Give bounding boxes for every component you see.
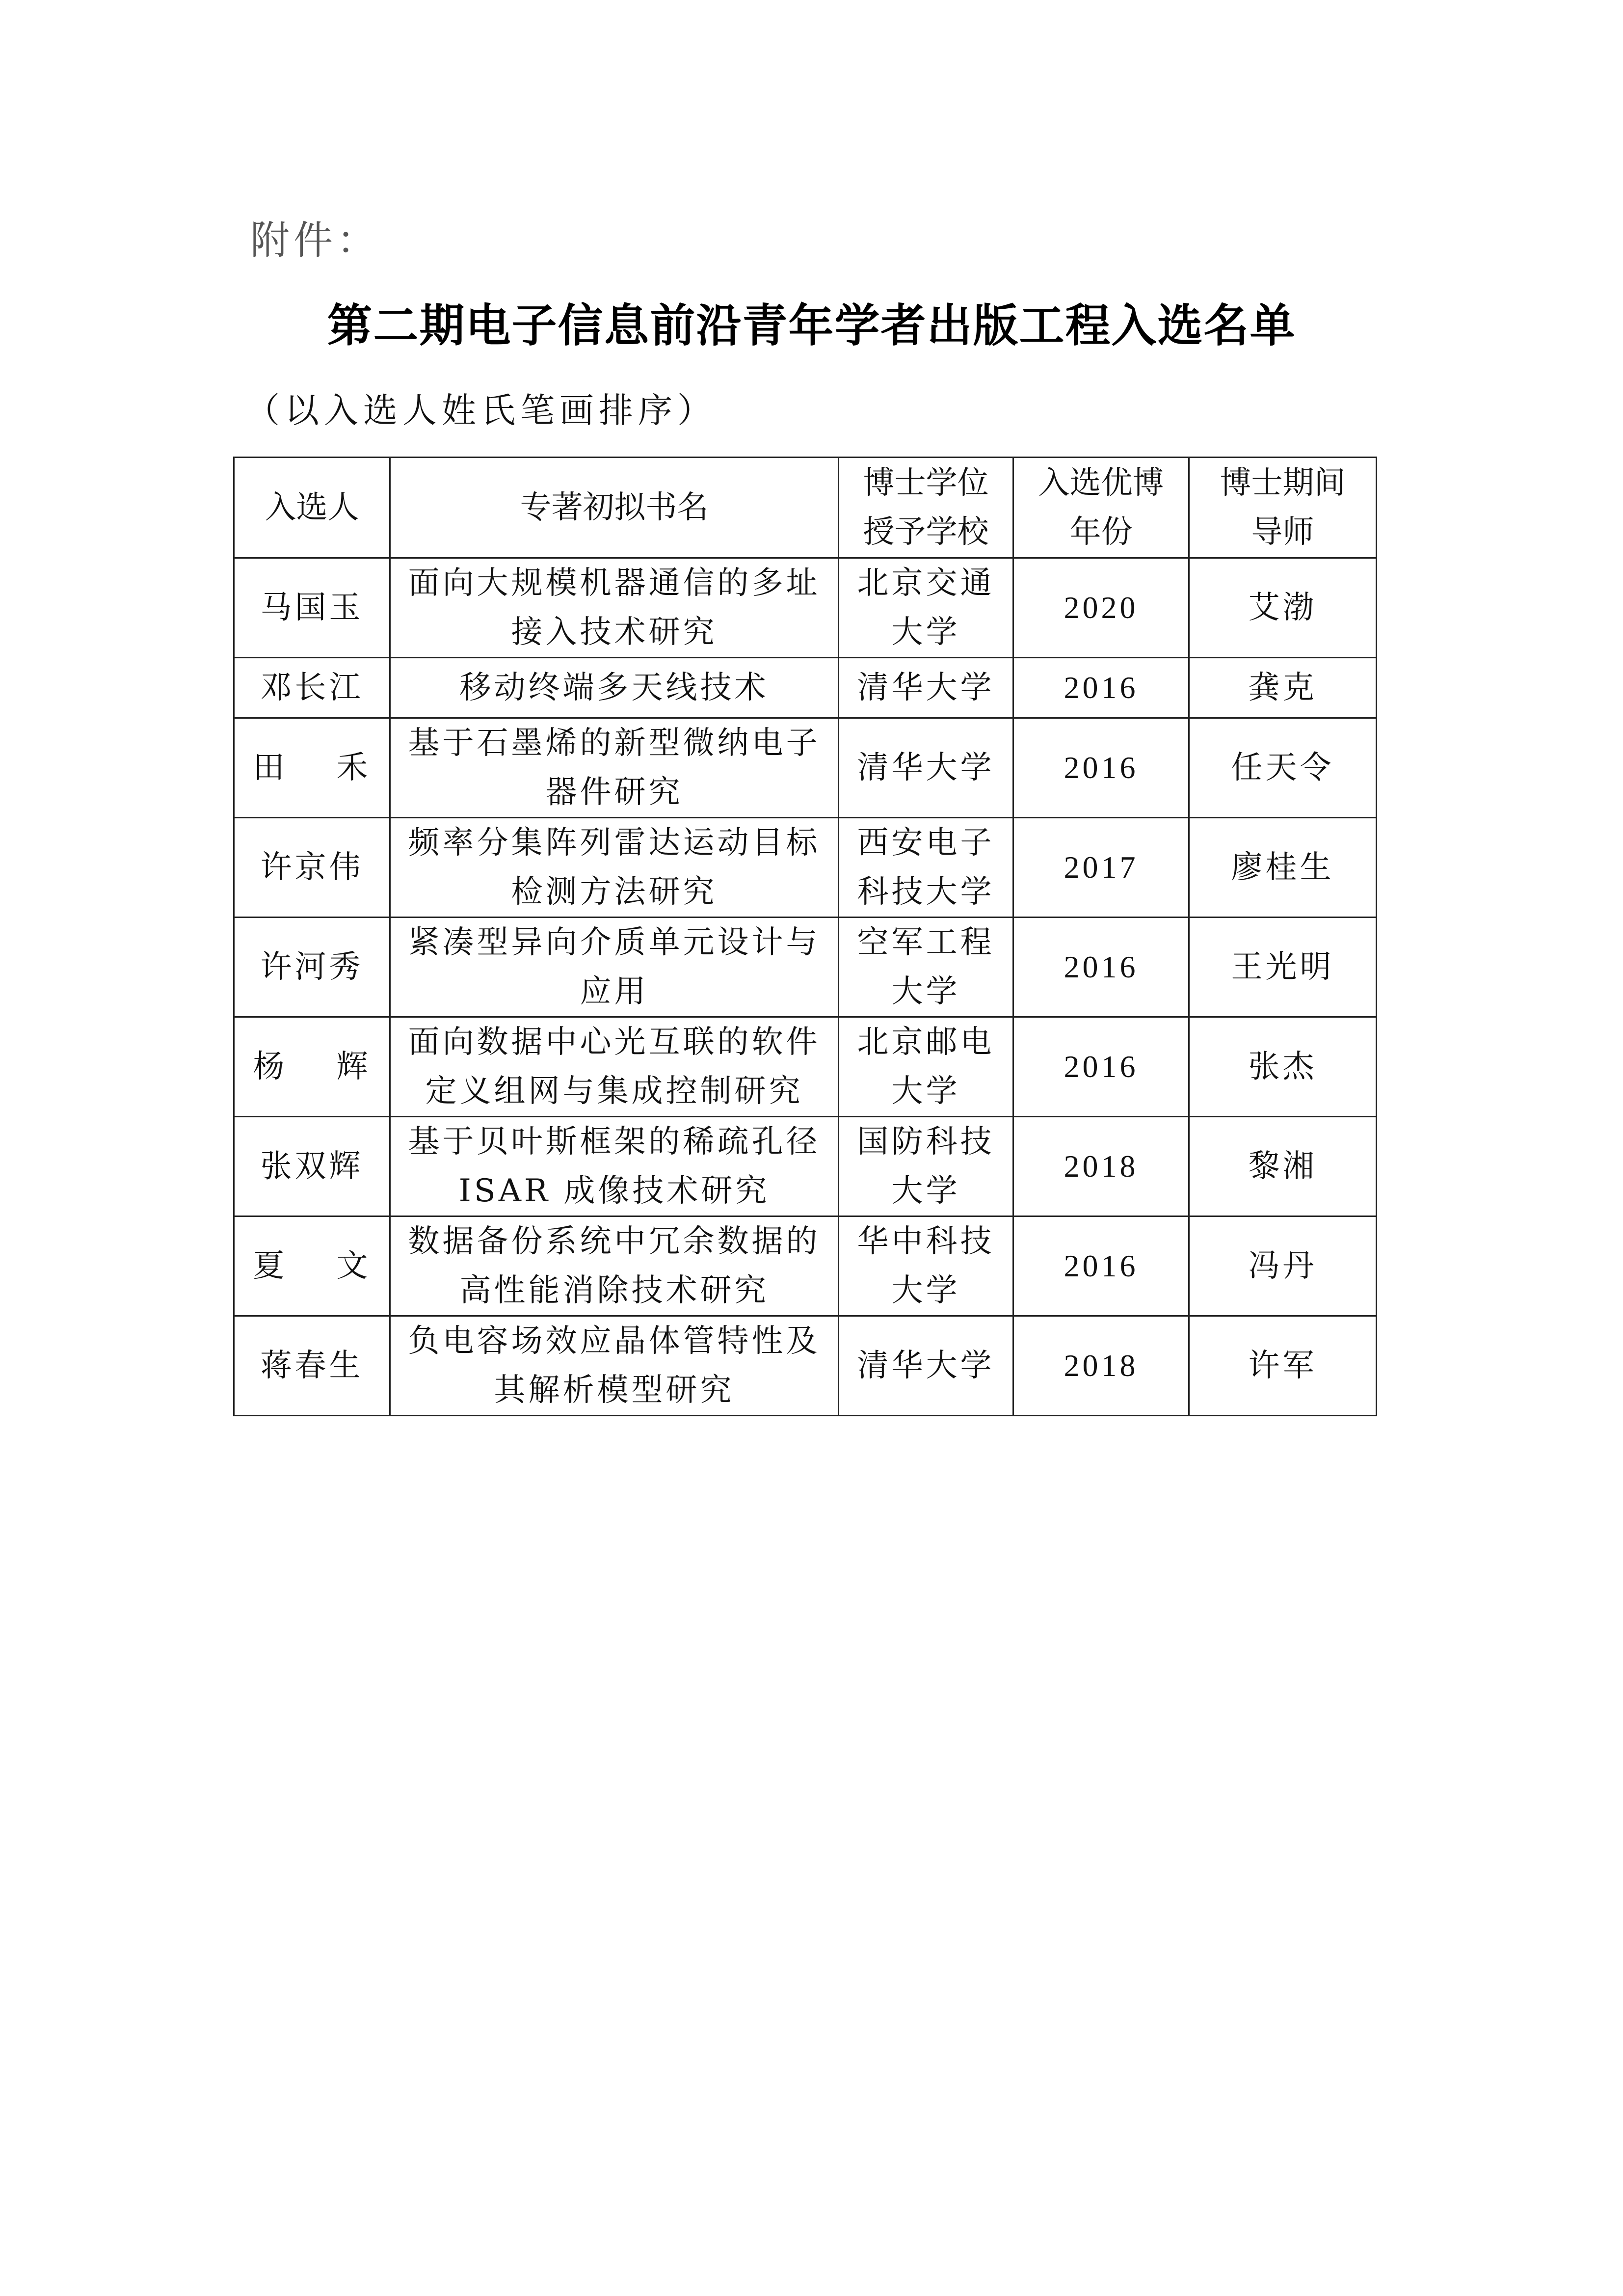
cell-book-title: 面向数据中心光互联的软件 定义组网与集成控制研究 bbox=[390, 1017, 839, 1117]
column-header-nominee: 入选人 bbox=[234, 458, 390, 558]
table-row bbox=[234, 918, 1377, 1017]
cell-nominee: 蒋春生 bbox=[234, 1316, 390, 1416]
selection-table bbox=[233, 457, 1377, 1416]
cell-school: 北京邮电 大学 bbox=[839, 1017, 1013, 1117]
cell-nominee: 夏 文 bbox=[234, 1216, 390, 1316]
cell-nominee: 张双辉 bbox=[234, 1117, 390, 1216]
column-header-degree-school: 博士学位 授予学校 bbox=[839, 458, 1013, 558]
cell-nominee: 杨 辉 bbox=[234, 1017, 390, 1117]
cell-year: 2016 bbox=[1013, 918, 1189, 1017]
cell-year: 2016 bbox=[1013, 718, 1189, 818]
column-header-book-title: 专著初拟书名 bbox=[390, 458, 839, 558]
column-header-award-year: 入选优博 年份 bbox=[1013, 458, 1189, 558]
table-row bbox=[234, 1216, 1377, 1316]
cell-book-title: 频率分集阵列雷达运动目标 检测方法研究 bbox=[390, 818, 839, 918]
attachment-label: 附件： bbox=[250, 217, 380, 263]
page-title: 第二期电子信息前沿青年学者出版工程入选名单 bbox=[327, 299, 1296, 352]
cell-advisor: 任天令 bbox=[1189, 718, 1377, 818]
cell-year: 2016 bbox=[1013, 1017, 1189, 1117]
cell-nominee: 许河秀 bbox=[234, 918, 390, 1017]
cell-school: 清华大学 bbox=[839, 718, 1013, 818]
table-row bbox=[234, 1117, 1377, 1216]
cell-nominee: 马国玉 bbox=[234, 558, 390, 658]
cell-advisor: 廖桂生 bbox=[1189, 818, 1377, 918]
cell-advisor: 黎湘 bbox=[1189, 1117, 1377, 1216]
table-row bbox=[234, 658, 1377, 718]
cell-advisor: 王光明 bbox=[1189, 918, 1377, 1017]
cell-year: 2016 bbox=[1013, 1216, 1189, 1316]
cell-year: 2020 bbox=[1013, 558, 1189, 658]
cell-advisor: 许军 bbox=[1189, 1316, 1377, 1416]
cell-school: 北京交通 大学 bbox=[839, 558, 1013, 658]
cell-advisor: 冯丹 bbox=[1189, 1216, 1377, 1316]
cell-year: 2017 bbox=[1013, 818, 1189, 918]
cell-school: 西安电子 科技大学 bbox=[839, 818, 1013, 918]
cell-school: 空军工程 大学 bbox=[839, 918, 1013, 1017]
cell-nominee: 田 禾 bbox=[234, 718, 390, 818]
cell-year: 2018 bbox=[1013, 1316, 1189, 1416]
cell-book-title: 基于石墨烯的新型微纳电子 器件研究 bbox=[390, 718, 839, 818]
cell-book-title: 数据备份系统中冗余数据的 高性能消除技术研究 bbox=[390, 1216, 839, 1316]
table-row bbox=[234, 1316, 1377, 1416]
cell-book-title: 面向大规模机器通信的多址 接入技术研究 bbox=[390, 558, 839, 658]
cell-school: 清华大学 bbox=[839, 1316, 1013, 1416]
cell-advisor: 龚克 bbox=[1189, 658, 1377, 718]
cell-advisor: 艾渤 bbox=[1189, 558, 1377, 658]
cell-school: 国防科技 大学 bbox=[839, 1117, 1013, 1216]
cell-book-title: 紧凑型异向介质单元设计与 应用 bbox=[390, 918, 839, 1017]
column-header-advisor: 博士期间 导师 bbox=[1189, 458, 1377, 558]
cell-book-title: 基于贝叶斯框架的稀疏孔径 ISAR 成像技术研究 bbox=[390, 1117, 839, 1216]
cell-nominee: 许京伟 bbox=[234, 818, 390, 918]
cell-year: 2016 bbox=[1013, 658, 1189, 718]
table-row bbox=[234, 1017, 1377, 1117]
cell-book-title: 负电容场效应晶体管特性及 其解析模型研究 bbox=[390, 1316, 839, 1416]
cell-school: 清华大学 bbox=[839, 658, 1013, 718]
cell-advisor: 张杰 bbox=[1189, 1017, 1377, 1117]
cell-year: 2018 bbox=[1013, 1117, 1189, 1216]
table-header-row bbox=[234, 458, 1377, 558]
table-row bbox=[234, 558, 1377, 658]
page-subtitle: （以入选人姓氏笔画排序） bbox=[245, 390, 717, 431]
table-row bbox=[234, 818, 1377, 918]
cell-school: 华中科技 大学 bbox=[839, 1216, 1013, 1316]
cell-book-title: 移动终端多天线技术 bbox=[390, 658, 839, 718]
cell-nominee: 邓长江 bbox=[234, 658, 390, 718]
table-row bbox=[234, 718, 1377, 818]
